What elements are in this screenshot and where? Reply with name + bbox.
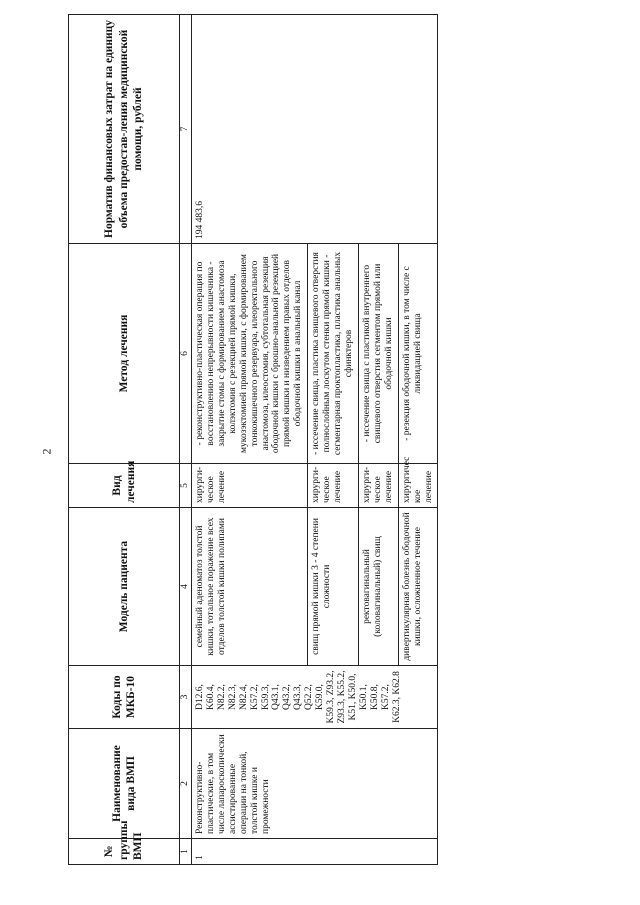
treatment-type-cell: хирурги-ческое лечение (308, 464, 359, 508)
column-number: 3 (180, 666, 192, 729)
table-row (192, 15, 308, 865)
treatment-method-cell: - резекция ободочной кишки, в том числе с ликвидацией свища (398, 244, 438, 464)
treatment-type-cell: хирурги-ческое лечение (192, 464, 308, 508)
header-model: Модель пациента (69, 508, 180, 666)
header-row (69, 15, 180, 865)
column-number: 7 (180, 15, 192, 244)
vmp-table (68, 14, 438, 865)
group-number-cell: 1 (192, 839, 438, 865)
patient-model-cell: ректовагинальный (коловагинальный) свищ (358, 508, 398, 666)
page-number: 2 (39, 448, 54, 455)
header-group: № группы ВМП (69, 839, 180, 865)
treatment-type-cell: хирурги-ческое лечение (358, 464, 398, 508)
treatment-method-cell: - иссечение свища с пластикой внутреннего свищевого отверстия сегментом прямой или ободочной кишки (358, 244, 398, 464)
treatment-method-cell: - реконструктивно-пластическая операция по восстановлению непрерывности кишечника - закрытие стомы с формированием анастомоза колэктомия с резекцией прямой кишки, мукозэктомией прямой кишки, с формированием тонкокишечного резервуара, илеоректального анастомоза, илеостомия, субтотальная резекция ободочной кишки с брюшно-анальной резекцией прямой кишки и низведением правых отделов ободочной кишки в анальный канал (192, 244, 308, 464)
patient-model-cell: семейный аденоматоз толстой кишки, тотальное поражение всех отделов толстой кишки полипами (192, 508, 308, 666)
column-number: 4 (180, 508, 192, 666)
vmp-name-cell: Реконструктивно-пластические, в том числе лапароскопически ассистированные операции на тонкой, толстой кишке и промежности (192, 729, 438, 839)
header-cost: Норматив финансовых затрат на единицу объема предостав-ления медицинской помощи, рублей (69, 15, 180, 244)
patient-model-cell: свищ прямой кишки 3 - 4 степени сложности (308, 508, 359, 666)
column-number-row (180, 15, 192, 865)
header-codes: Коды по МКБ-10 (69, 666, 180, 729)
column-number: 6 (180, 244, 192, 464)
treatment-type-cell: хирургичес кое лечение (398, 464, 438, 508)
column-number: 2 (180, 729, 192, 839)
cost-norm-cell: 194 483,6 (192, 15, 438, 244)
header-type: Вид лечения (69, 464, 180, 508)
header-method: Метод лечения (69, 244, 180, 464)
header-name: Наименование вида ВМП (69, 729, 180, 839)
column-number: 1 (180, 839, 192, 865)
column-number: 5 (180, 464, 192, 508)
icd-codes-cell: D12.6, K60.4, N82.2, N82.3, N82.4, K57.2, K59.3, Q43.1, Q43.2, Q43.3, Q52.2, K59.0, K59.3, Z93.2, Z93.3, K55.2, K51, K50.0, K50.1, K50.8, K57.2, K62.3, K62.8 (192, 666, 438, 729)
treatment-method-cell: - иссечение свища, пластика свищевого отверстия полнослойным лоскутом стенки прямой кишки - сегментарная проктопластика, пластика анальных сфинктеров (308, 244, 359, 464)
rotated-page (68, 15, 623, 865)
patient-model-cell: дивертикулярная болезнь ободочной кишки, осложненное течение (398, 508, 438, 666)
